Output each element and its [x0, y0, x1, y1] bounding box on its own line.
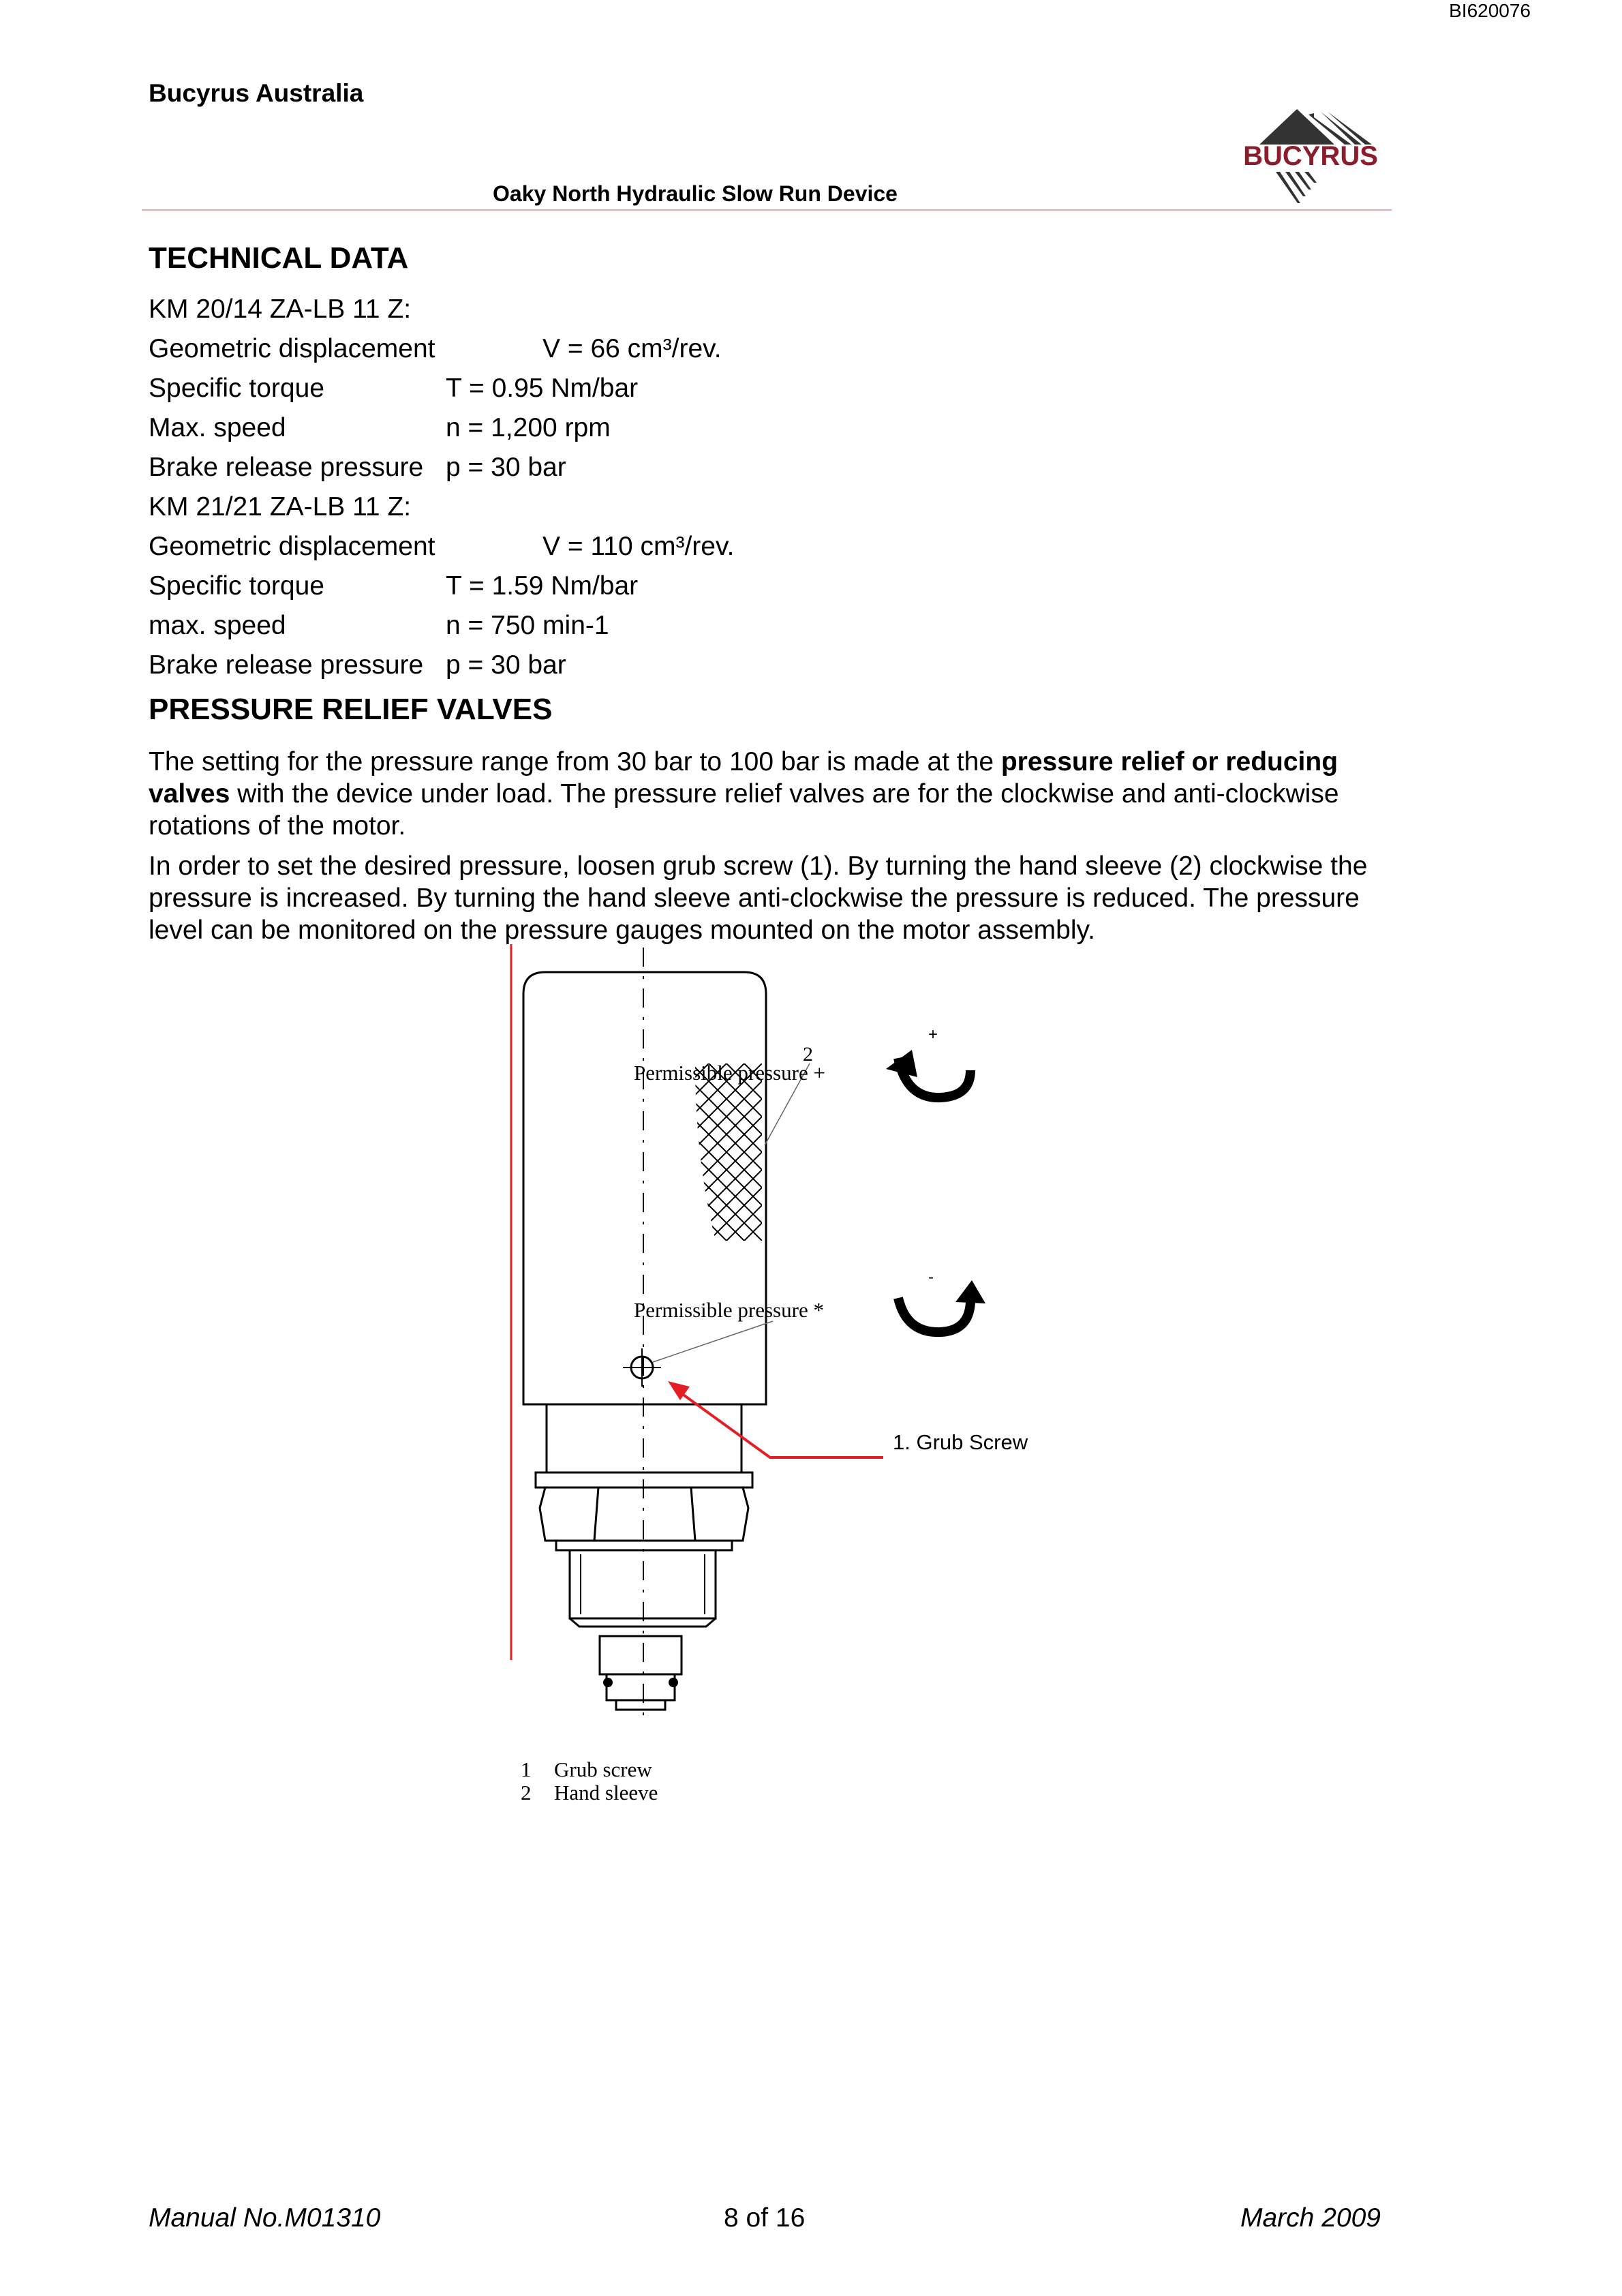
logo-text: BUCYRUS [1243, 141, 1378, 171]
spec-value: p = 30 bar [446, 650, 566, 680]
permissible-pressure-minus-label: Permissible pressure * [634, 1298, 824, 1322]
spec-label: Geometric displacement [149, 532, 435, 561]
spec-label: Geometric displacement [149, 334, 435, 363]
spec-label: Specific torque [149, 571, 324, 601]
motor1-model-text: KM 20/14 ZA-LB 11 Z: [149, 294, 412, 324]
para1-bold-text: pressure relief or reducing valves [149, 747, 1338, 809]
motor2-model-text: KM 21/21 ZA-LB 11 Z: [149, 492, 412, 522]
para1-text-b: with the device under load. The pressure relief valves are for the clockwise and anti-clockwise rotations of the motor. [149, 779, 1339, 841]
document-id: BI620076 [1449, 0, 1531, 21]
pressure-relief-paragraph-2: In order to set the desired pressure, loosen grub screw (1). By turning the hand sleeve (2) clockwise the pressure is increased. By turning the hand sleeve anti-clockwise the pressure is reduced. The pressure level can be monitored on the pressure gauges mounted on the motor assembly. [149, 851, 1368, 945]
spec-label: Brake release pressure [149, 650, 424, 680]
plus-sign: + [928, 1025, 938, 1044]
callout-number-2: 2 [803, 1043, 813, 1066]
document-subtitle: Oaky North Hydraulic Slow Run Device [493, 181, 898, 206]
rotate-clockwise-icon [886, 1050, 970, 1098]
para1-text-a: The setting for the pressure range from 30 bar to 100 bar is made at the [149, 747, 1001, 776]
spec-label: max. speed [149, 611, 286, 640]
knurled-grip [695, 1063, 762, 1241]
spec-value: V = 66 cm³/rev. [542, 334, 722, 363]
spec-value: T = 1.59 Nm/bar [446, 571, 639, 601]
permissible-pressure-plus-label: Permissible pressure + [634, 1061, 825, 1085]
minus-sign: - [928, 1268, 934, 1286]
legend-text: Hand sleeve [554, 1781, 658, 1804]
spec-label: Brake release pressure [149, 453, 424, 482]
spec-value: n = 1,200 rpm [446, 413, 611, 442]
manual-number: Manual No.M01310 [149, 2203, 381, 2233]
spec-label: Max. speed [149, 413, 286, 442]
technical-data-heading: TECHNICAL DATA [149, 241, 409, 275]
legend-number: 2 [521, 1781, 532, 1804]
rotate-anticlockwise-icon [898, 1280, 985, 1332]
page-number: 8 of 16 [724, 2203, 806, 2233]
document-date: March 2009 [1240, 2203, 1381, 2233]
spec-value: p = 30 bar [446, 453, 566, 482]
grub-callout-arrow [682, 1393, 883, 1457]
legend-item [521, 1781, 658, 1805]
spec-value: n = 750 min-1 [446, 611, 609, 640]
spec-value: T = 0.95 Nm/bar [446, 374, 639, 403]
spec-label: Specific torque [149, 374, 324, 403]
spec-value: V = 110 cm³/rev. [542, 532, 735, 561]
valve-spigot [600, 1636, 682, 1674]
company-name: Bucyrus Australia [149, 79, 364, 107]
grub-screw-callout: 1. Grub Screw [893, 1430, 1028, 1454]
grub-leader [653, 1321, 773, 1362]
legend-item [521, 1757, 652, 1782]
legend-number: 1 [521, 1757, 532, 1781]
legend-text: Grub screw [554, 1757, 652, 1781]
pressure-relief-heading: PRESSURE RELIEF VALVES [149, 693, 553, 726]
